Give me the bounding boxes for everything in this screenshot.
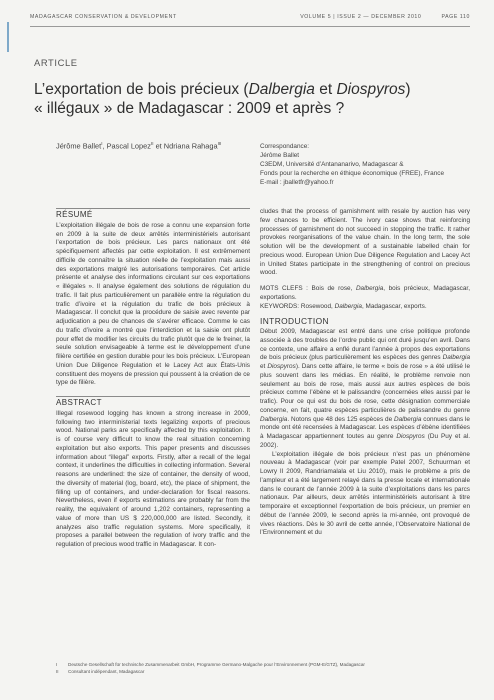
intro-p1-genus1: Dalbergia bbox=[442, 354, 470, 362]
page-number: PAGE 110 bbox=[441, 14, 470, 20]
issue-info bbox=[282, 14, 470, 20]
title-line2: « illégaux » de Madagascar : 2009 et après ? bbox=[34, 100, 345, 117]
keywords-en bbox=[260, 303, 470, 312]
section-label: ARTICLE bbox=[34, 57, 78, 68]
correspondence-affil-2: Fonds pour la recherche en éthique économique (FREE), France bbox=[260, 170, 445, 178]
keywords-en-b: , Madagascar, exports. bbox=[361, 302, 427, 310]
intro-p1-c: ). Dans cette affaire, le terme « bois de rose » a été utilisé le plus souvent dans les médias. En réalité, le problème renvoie non seulement au bois de rose, mais aussi aux autres espèces de bois précieux comme l’ébène et le palissandre (concernées elles aussi par le trafic). Pour ce qui est du bois de rose, cette désignation commerciale concerne, en fait, quatre espèces particulières de palissandre du genre bbox=[260, 363, 471, 414]
correspondence-label: Correspondance: bbox=[260, 143, 310, 150]
title-genus1: Dalbergia bbox=[248, 81, 315, 98]
keywords-fr bbox=[260, 285, 470, 303]
keywords-fr-a: Bois de rose, bbox=[307, 285, 356, 292]
introduction-p2: L’exploitation illégale de bois précieux n’est pas un phénomène nouveau à Madagascar (voir par exemple Patel 2007, Schuurman et Lowry II 2009, Randriamalala et Liu 2010), mais le problème a pris de l’ampleur et a été largement relayé dans la presse locale et internationale dans le courant de l’année 2009 à la suite d’exploitations dans les parcs nationaux. Par ailleurs, deux arrêtés interministériels autorisant à titre temporaire et exceptionnel l’exportation de bois précieux, un premier en début de l’année 2009, le second après la mi-année, ont provoqué de vives réactions. Dès le 30 avril de cette année, l’Observatoire National de l’Environnement et du bbox=[260, 450, 470, 537]
author-3: Ndriana Rahaga bbox=[163, 141, 218, 151]
correspondence-email: E-mail : jballetfr@yahoo.fr bbox=[260, 179, 334, 187]
introduction-p1 bbox=[260, 328, 470, 451]
intro-p1-a: Début 2009, Madagascar est entré dans une crise politique profonde associée à des troubles de l’ordre public qui ont duré jusqu’en avril. Dans ce contexte, une affaire a enflé durant l’année à propos des exportations de bois précieux (plus particulièrement les espèces des genres bbox=[260, 328, 470, 362]
keywords-fr-genus: Dalbergia bbox=[355, 285, 384, 292]
page-edge-mark bbox=[7, 22, 9, 52]
author-2: Pascal Lopez bbox=[106, 141, 151, 151]
keywords-en-genus: Dalbergia bbox=[334, 302, 362, 310]
title-genus2: Diospyros bbox=[336, 81, 406, 98]
article-title bbox=[34, 80, 474, 118]
left-column bbox=[56, 208, 250, 550]
footnote bbox=[56, 661, 470, 668]
author-1: Jérôme Ballet bbox=[56, 141, 102, 151]
intro-p1-e: connues dans le monde ont été recensées à Madagascar. Les espèces d’ébène identifiées à Madagascar appartiennent toutes au genre bbox=[260, 415, 470, 440]
author-sep-2: et bbox=[153, 141, 164, 151]
right-column bbox=[260, 208, 470, 538]
correspondence-affil-1: C3EDM, Université d’Antananarivo, Madagascar & bbox=[260, 161, 404, 169]
keywords-en-label: KEYWORDS: bbox=[260, 302, 300, 310]
author-1-affil: I bbox=[101, 141, 103, 146]
abstract-continued: cludes that the process of garnishment with resale by auction has very few chances to be efficient. The ivory case shows that reinforcing processes of garnishment do not succeed in stopping the traffic. It rather provokes reorganisations of the value chain. In the long term, the sole solution will be the development of a sustainable labelled chain for precious wood. European Union Due Diligence Regulation and Lacey Act in United States participate in the strengthening of control on precious wood. bbox=[260, 208, 470, 277]
issue-label: VOLUME 5 | ISSUE 2 — DECEMBER 2010 bbox=[300, 14, 422, 20]
footnote-mark: II bbox=[56, 669, 59, 675]
title-part2: et bbox=[314, 81, 337, 98]
footnote-text: Deutsche Gesellschaft für technische Zusammenarbeit GmbH, Programme Germano-Malgache pour l’Environnement (PGM-E/GTZ), Madagascar bbox=[68, 662, 365, 667]
author-sep-1: , bbox=[102, 141, 107, 151]
journal-name: MADAGASCAR CONSERVATION & DEVELOPMENT bbox=[30, 14, 177, 20]
running-header bbox=[30, 14, 470, 24]
footnote-mark: I bbox=[56, 662, 58, 667]
intro-p1-genus5: Diospyros bbox=[396, 433, 425, 440]
intro-p1-genus4: Dalbergia bbox=[394, 415, 422, 423]
keywords-en-a: Rosewood, bbox=[299, 302, 335, 310]
author-3-affil: III bbox=[217, 141, 222, 146]
intro-p1-genus2: Diospyros bbox=[267, 363, 296, 370]
header-rule bbox=[30, 26, 470, 27]
introduction-heading: INTRODUCTION bbox=[260, 316, 330, 327]
footnote bbox=[56, 668, 470, 675]
author-list bbox=[56, 141, 221, 150]
intro-p1-genus3: Dalbergia bbox=[260, 415, 288, 423]
correspondence-block bbox=[260, 142, 470, 187]
resume-heading: RÉSUMÉ bbox=[56, 208, 250, 220]
keywords-fr-label: MOTS CLEFS : bbox=[260, 285, 308, 292]
title-part3: ) bbox=[405, 81, 411, 98]
author-2-affil: II bbox=[150, 141, 154, 146]
footnotes bbox=[56, 661, 470, 676]
title-part1: L’exportation de bois précieux ( bbox=[34, 81, 249, 98]
correspondence-name: Jérôme Ballet bbox=[260, 152, 300, 160]
intro-p1-b: et bbox=[260, 363, 268, 370]
intro-p1-f: (Du Puy et al. 2002). bbox=[260, 433, 470, 449]
abstract-heading: ABSTRACT bbox=[56, 396, 250, 408]
resume-text: L’exploitation illégale de bois de rose a connu une expansion forte en 2009 à la suite de deux arrêtés interministériels autorisant l’exportation de bois précieux. Les parcs nationaux ont été spécifiquement affectés par cette exploitation. Il est extrêmement difficile de connaître la situation réelle de l’exploitation mais aussi des exportations malgré les autorisations temporaires. Cet article présente et analyse des informations circulant sur ces exportations « illégales ». Il analyse également des solutions de régulation du trafic. Il fait plus particulièrement un parallèle entre la régulation du trafic d’ivoire et la régulation du trafic de bois précieux à Madagascar. Il conclut que la procédure de saisie avec revente par adjudication a peu de chances de s’avérer efficace. Comme le cas du trafic d’ivoire a montré que l’interdiction et la saisie ont plutôt pour effet de modifier les circuits du trafic plutôt que de le freiner, la seule solution envisageable à terme est le développement d’une filière certifiée en gestion durable pour les bois précieux. L’European Union Due Diligence Regulation et le Lacey Act aux États-Unis constituent des moyens de pression qui poussent à la création de ce type de filière. bbox=[56, 221, 250, 387]
abstract-text: Illegal rosewood logging has known a strong increase in 2009, following two interministerial texts legalizing exports of precious wood. National parks are specifically affected by this exploitation. It is of course very difficult to know the real situation concerning exploitation but also exports. This paper presents and discusses information about “illegal” exports. Firstly, after a recall of the legal context, it underlines the difficulties in collecting information. Several reasons are underlined: the size of container, the density of wood, the diversity of material (log, board, etc), the place of shipment, the filling up of containers, and under-declaration for fiscal reasons. Nevertheless, even if exports estimations are probably far from the reality, the equivalent of around 1,202 containers, representing a value of more than US $ 220,000,000 are listed. Secondly, it analyzes also traffic regulation systems. More specifically, it proposes a parallel between the regulation of ivory traffic and the regulation of precious wood traffic in Madagascar. It con- bbox=[56, 409, 250, 548]
intro-p1-d: . Notons que 48 des 125 espèces de bbox=[287, 415, 395, 423]
keywords-fr-b: , bois précieux, Madagascar, exportations. bbox=[260, 285, 470, 301]
footnote-text: Consultant indépendant, Madagascar bbox=[68, 669, 145, 675]
